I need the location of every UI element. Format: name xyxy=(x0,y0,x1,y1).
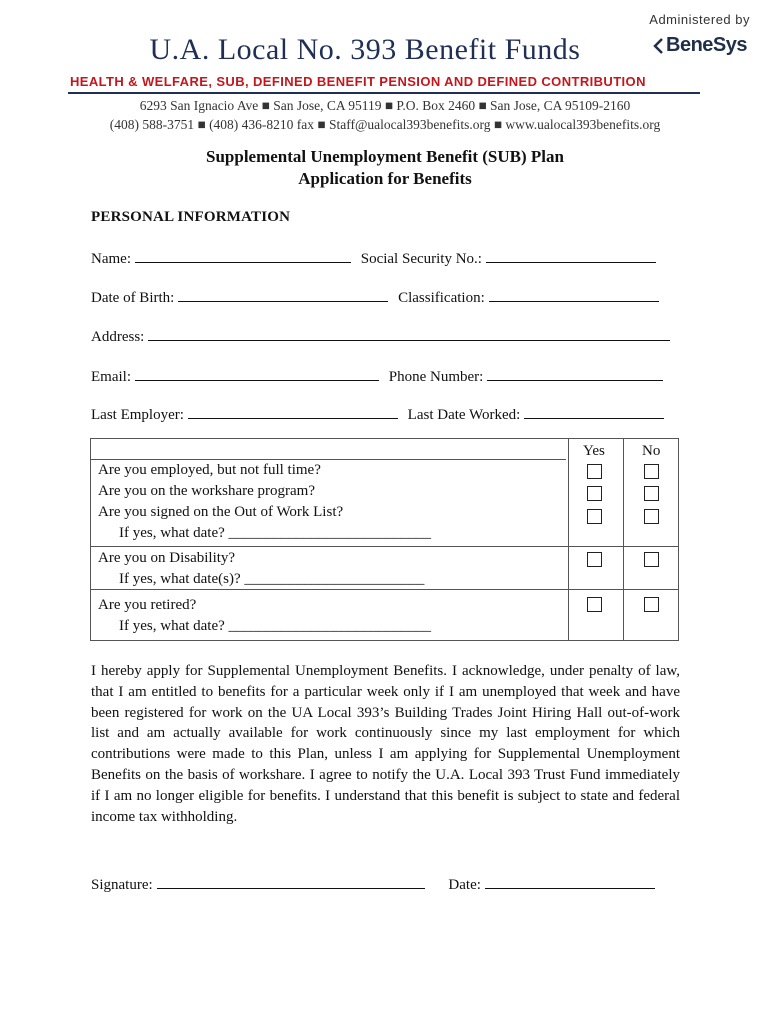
question-disability: Are you on Disability? If yes, what date(s)? ________________________ xyxy=(98,550,425,587)
address-label: Address: xyxy=(91,329,145,345)
header-divider xyxy=(68,92,700,94)
date-label: Date: xyxy=(448,877,481,893)
name-field[interactable] xyxy=(135,248,351,263)
date-field[interactable] xyxy=(485,874,655,889)
email-label: Email: xyxy=(91,369,131,385)
form-title: Supplemental Unemployment Benefit (SUB) Plan xyxy=(206,147,564,166)
q3-no-checkbox[interactable] xyxy=(644,509,659,524)
contact-line: (408) 588-3751 ■ (408) 436-8210 fax ■ Staff@ualocal393benefits.org ■ www.ualocal393benefits.org xyxy=(109,117,661,132)
address-line: 6293 San Ignacio Ave ■ San Jose, CA 95119 ■ P.O. Box 2460 ■ San Jose, CA 95109-2160 xyxy=(139,98,631,113)
q4-no-checkbox[interactable] xyxy=(644,552,659,567)
email-field[interactable] xyxy=(135,366,379,381)
organization-title: U.A. Local No. 393 Benefit Funds xyxy=(149,33,581,66)
q1-yes-checkbox[interactable] xyxy=(587,464,602,479)
email-phone-row xyxy=(91,366,663,386)
phone-field[interactable] xyxy=(487,366,663,381)
last-employer-field[interactable] xyxy=(188,404,398,419)
signature-field[interactable] xyxy=(157,874,425,889)
last-employer-label: Last Employer: xyxy=(91,407,184,423)
name-ssn-row xyxy=(91,248,656,268)
plans-line: HEALTH & WELFARE, SUB, DEFINED BENEFIT PENSION AND DEFINED CONTRIBUTION xyxy=(70,74,646,89)
q5-yes-checkbox[interactable] xyxy=(587,597,602,612)
table-divider xyxy=(91,546,678,547)
q2-no-checkbox[interactable] xyxy=(644,486,659,501)
signature-row xyxy=(91,874,655,894)
dob-label: Date of Birth: xyxy=(91,290,175,306)
phone-label: Phone Number: xyxy=(388,369,484,385)
table-divider xyxy=(623,439,624,640)
personal-info-heading: PERSONAL INFORMATION xyxy=(91,209,291,225)
q1-no-checkbox[interactable] xyxy=(644,464,659,479)
question-retired: Are you retired? If yes, what date? ___________________________ xyxy=(98,597,432,634)
yes-column-header: Yes xyxy=(583,443,605,459)
q4-yes-checkbox[interactable] xyxy=(587,552,602,567)
classification-field[interactable] xyxy=(489,287,659,302)
question-employed: Are you employed, but not full time? Are you on the workshare program? Are you signed on the Out of Work List? If yes, what date? ___________________________ xyxy=(98,462,432,541)
employer-row xyxy=(91,404,664,424)
benesys-logo-text: BeneSys xyxy=(666,34,747,56)
administered-by-label: Administered by xyxy=(649,12,750,27)
form-subtitle: Application for Benefits xyxy=(298,169,472,188)
ssn-label: Social Security No.: xyxy=(360,251,482,267)
table-divider xyxy=(568,439,569,640)
last-date-label: Last Date Worked: xyxy=(407,407,521,423)
q3-yes-checkbox[interactable] xyxy=(587,509,602,524)
no-column-header: No xyxy=(642,443,661,459)
last-date-field[interactable] xyxy=(524,404,664,419)
q2-yes-checkbox[interactable] xyxy=(587,486,602,501)
dob-classification-row xyxy=(91,287,659,307)
classification-label: Classification: xyxy=(398,290,485,306)
address-field[interactable] xyxy=(148,326,670,341)
address-row xyxy=(91,326,670,346)
name-label: Name: xyxy=(91,251,131,267)
q5-no-checkbox[interactable] xyxy=(644,597,659,612)
declaration-paragraph: I hereby apply for Supplemental Unemployment Benefits. I acknowledge, under penalty of law, that I am entitled to benefits for a particular week only if I am unemployed that week and have been registered for work on the UA Local 393’s Building Trades Joint Hiring Hall out-of-work list and am actually available for work continuously since my last employment for which contributions were made to this Plan, unless I am applying for Supplemental Unemployment Benefits on the basis of workshare. I agree to notify the U.A. Local 393 Trust Fund immediately if I am no longer eligible for benefits. I understand that this benefit is subject to state and federal income tax withholding. xyxy=(91,663,680,825)
ssn-field[interactable] xyxy=(486,248,656,263)
signature-label: Signature: xyxy=(91,877,153,893)
dob-field[interactable] xyxy=(178,287,388,302)
questions-table xyxy=(90,438,679,641)
